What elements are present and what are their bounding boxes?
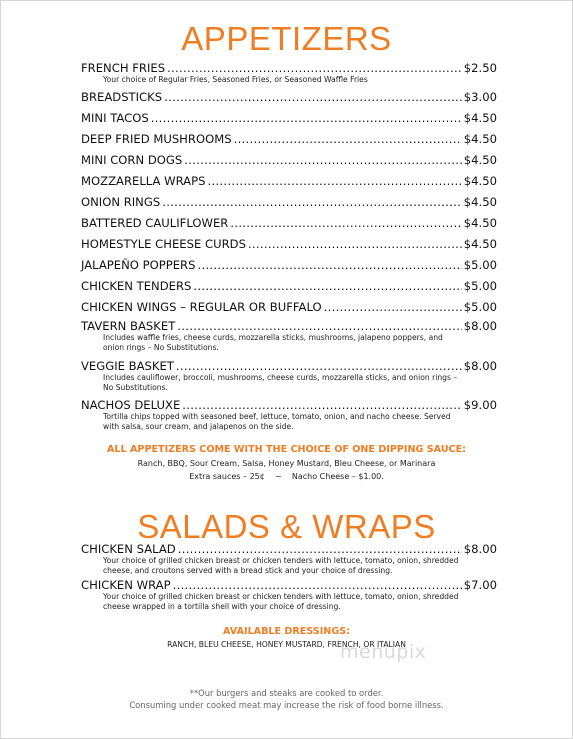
item-description: Your choice of grilled chicken breast or chicken tenders with lettuce, tomato, onion, shredded cheese, and croutons served with a bread stick and your choice of dressing. [103, 556, 459, 575]
item-description: Includes waffle fries, cheese curds, mozzarella sticks, mushrooms, jalapeno poppers, and onion rings – No Substitutions. [103, 333, 443, 352]
menu-item-battered-cauliflower [81, 216, 497, 230]
food-safety-warning: Consuming under cooked meat may increase the risk of food borne illness. [129, 700, 444, 710]
menu-item-breadsticks [81, 90, 497, 104]
appetizers-title: APPETIZERS [181, 20, 392, 57]
menu-item-tavern-basket [81, 319, 497, 352]
item-name: MINI TACOS [81, 111, 149, 125]
dressing-options: RANCH, BLEU CHEESE, HONEY MUSTARD, FRENCH, OR ITALIAN [167, 640, 406, 649]
item-name: FRENCH FRIES [81, 61, 166, 75]
menu-item-chicken-salad [81, 542, 497, 575]
dot-leader [182, 398, 462, 412]
item-price: $4.50 [463, 153, 497, 167]
item-price: $4.50 [463, 216, 497, 230]
item-price: $4.50 [463, 195, 497, 209]
dot-leader [193, 279, 461, 293]
dot-leader [173, 578, 462, 592]
dot-leader [178, 542, 462, 556]
menu-item-mini-corn-dogs [81, 153, 497, 167]
menu-item-mozzarella-wraps [81, 174, 497, 188]
menu-item-cheese-curds [81, 237, 497, 251]
item-name: BATTERED CAULIFLOWER [81, 216, 229, 230]
item-description: Includes cauliflower, broccoli, mushrooms, cheese curds, mozzarella sticks, and onion rings – No Substitutions. [103, 373, 458, 392]
item-description: Your choice of grilled chicken breast or chicken tenders with lettuce, tomato, onion, shredded cheese wrapped in a tortilla shell with your choice of dressing. [103, 592, 459, 611]
dot-leader [162, 195, 462, 209]
item-name: DEEP FRIED MUSHROOMS [81, 132, 232, 146]
item-description: Your choice of Regular Fries, Seasoned Fries, or Seasoned Waffle Fries [103, 75, 368, 84]
item-price: $7.00 [463, 578, 497, 592]
dot-leader [167, 61, 462, 75]
menu-item-onion-rings [81, 195, 497, 209]
item-name: JALAPEÑO POPPERS [81, 258, 196, 272]
item-name: BREADSTICKS [81, 90, 163, 104]
dot-leader [164, 90, 462, 104]
dot-leader [248, 237, 462, 251]
dot-leader [324, 300, 462, 314]
menu-item-jalapeno-poppers [81, 258, 497, 272]
item-description: Tortilla chips topped with seasoned beef, lettuce, tomato, onion, and nacho cheese. Served with salsa, sour cream, and jalapenos on the side. [103, 412, 451, 431]
item-name: CHICKEN SALAD [81, 542, 176, 556]
item-price: $5.00 [463, 279, 497, 293]
menu-item-chicken-tenders [81, 279, 497, 293]
dot-leader [151, 111, 462, 125]
item-price: $8.00 [463, 319, 497, 333]
item-price: $5.00 [463, 300, 497, 314]
dot-leader [176, 359, 462, 373]
menupix-watermark: menupix [340, 641, 427, 663]
item-price: $3.00 [463, 90, 497, 104]
item-name: VEGGIE BASKET [81, 359, 174, 373]
item-price: $8.00 [463, 542, 497, 556]
item-price: $4.50 [463, 237, 497, 251]
item-price: $5.00 [463, 258, 497, 272]
item-name: HOMESTYLE CHEESE CURDS [81, 237, 246, 251]
dot-leader [230, 216, 461, 230]
menu-item-chicken-wrap [81, 578, 497, 611]
item-name: CHICKEN TENDERS [81, 279, 192, 293]
cooked-to-order-note: **Our burgers and steaks are cooked to order. [189, 688, 384, 698]
item-name: CHICKEN WRAP [81, 578, 171, 592]
item-name: NACHOS DELUXE [81, 398, 181, 412]
item-name: ONION RINGS [81, 195, 161, 209]
item-name: MOZZARELLA WRAPS [81, 174, 206, 188]
menu-item-deep-fried-mushrooms [81, 132, 497, 146]
dipping-sauce-heading: ALL APPETIZERS COME WITH THE CHOICE OF ONE DIPPING SAUCE: [107, 444, 466, 455]
menu-item-french-fries [81, 61, 497, 85]
dot-leader [197, 258, 461, 272]
dipping-sauce-options: Ranch, BBQ, Sour Cream, Salsa, Honey Mustard, Bleu Cheese, or Marinara [137, 459, 436, 468]
item-price: $4.50 [463, 174, 497, 188]
menu-item-veggie-basket [81, 359, 497, 392]
item-price: $2.50 [463, 61, 497, 75]
dot-leader [184, 153, 462, 167]
menu-item-chicken-wings [81, 300, 497, 314]
item-name: MINI CORN DOGS [81, 153, 183, 167]
item-price: $8.00 [463, 359, 497, 373]
item-price: $9.00 [463, 398, 497, 412]
salads-wraps-title: SALADS & WRAPS [137, 508, 436, 545]
dressings-heading: AVAILABLE DRESSINGS: [223, 626, 350, 637]
extra-sauce-pricing: Extra sauces – 25¢ ~ Nacho Cheese – $1.00. [189, 472, 384, 481]
item-name: TAVERN BASKET [81, 319, 176, 333]
item-price: $4.50 [463, 111, 497, 125]
menu-item-nachos-deluxe [81, 398, 497, 431]
dot-leader [207, 174, 461, 188]
item-name: CHICKEN WINGS – REGULAR OR BUFFALO [81, 300, 322, 314]
dot-leader [177, 319, 462, 333]
menu-item-mini-tacos [81, 111, 497, 125]
item-price: $4.50 [463, 132, 497, 146]
dot-leader [234, 132, 462, 146]
